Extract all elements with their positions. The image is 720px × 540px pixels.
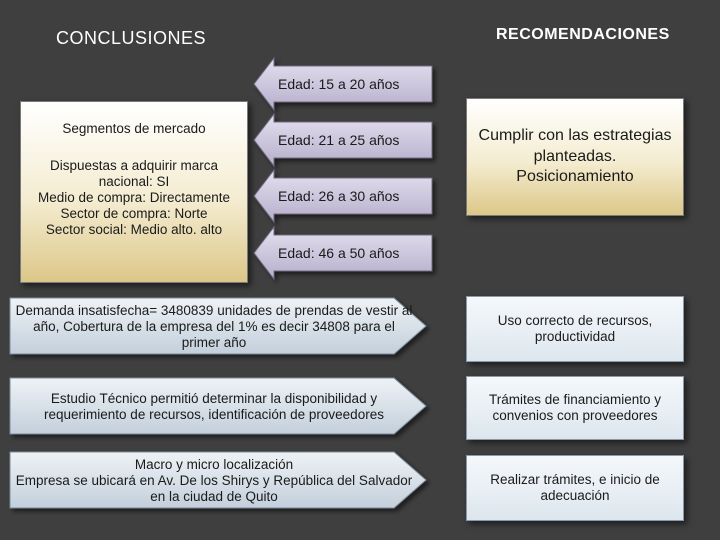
- conclusions-heading: CONCLUSIONES: [56, 28, 207, 48]
- age-range-label-4: Edad: 46 a 50 años: [278, 244, 400, 261]
- conclusion-text-1: Demanda insatisfecha= 3480839 unidades de prendas de vestir al año, Cobertura de la empresa del 1% es decir 34808 para el primer año: [15, 302, 413, 351]
- main-recommendation-text: Cumplir con las estrategias planteadas. Posicionamiento: [478, 126, 672, 186]
- conclusion-text-3: Macro y micro localización Empresa se ubicará en Av. De los Shirys y República del Salvador en la ciudad de Quito: [15, 456, 413, 505]
- age-range-label-2: Edad: 21 a 25 años: [278, 131, 400, 148]
- conclusion-text-2: Estudio Técnico permitió determinar la disponibilidad y requerimiento de recursos, identificación de proveedores: [44, 390, 384, 422]
- market-segments-details: Dispuestas a adquirir marca nacional: SI Medio de compra: Directamente Sector de compra: Norte Sector social: Medio alto. alto: [37, 158, 231, 237]
- market-segments-title: Segmentos de mercado: [62, 120, 206, 136]
- recommendation-text-2: Trámites de financiamiento y convenios con proveedores: [488, 391, 662, 423]
- age-range-label-1: Edad: 15 a 20 años: [278, 75, 400, 92]
- recommendations-heading: RECOMENDACIONES: [496, 26, 670, 43]
- recommendation-text-3: Realizar trámites, e inicio de adecuación: [490, 471, 660, 503]
- recommendation-text-1: Uso correcto de recursos, productividad: [497, 312, 653, 344]
- age-range-label-3: Edad: 26 a 30 años: [278, 187, 400, 204]
